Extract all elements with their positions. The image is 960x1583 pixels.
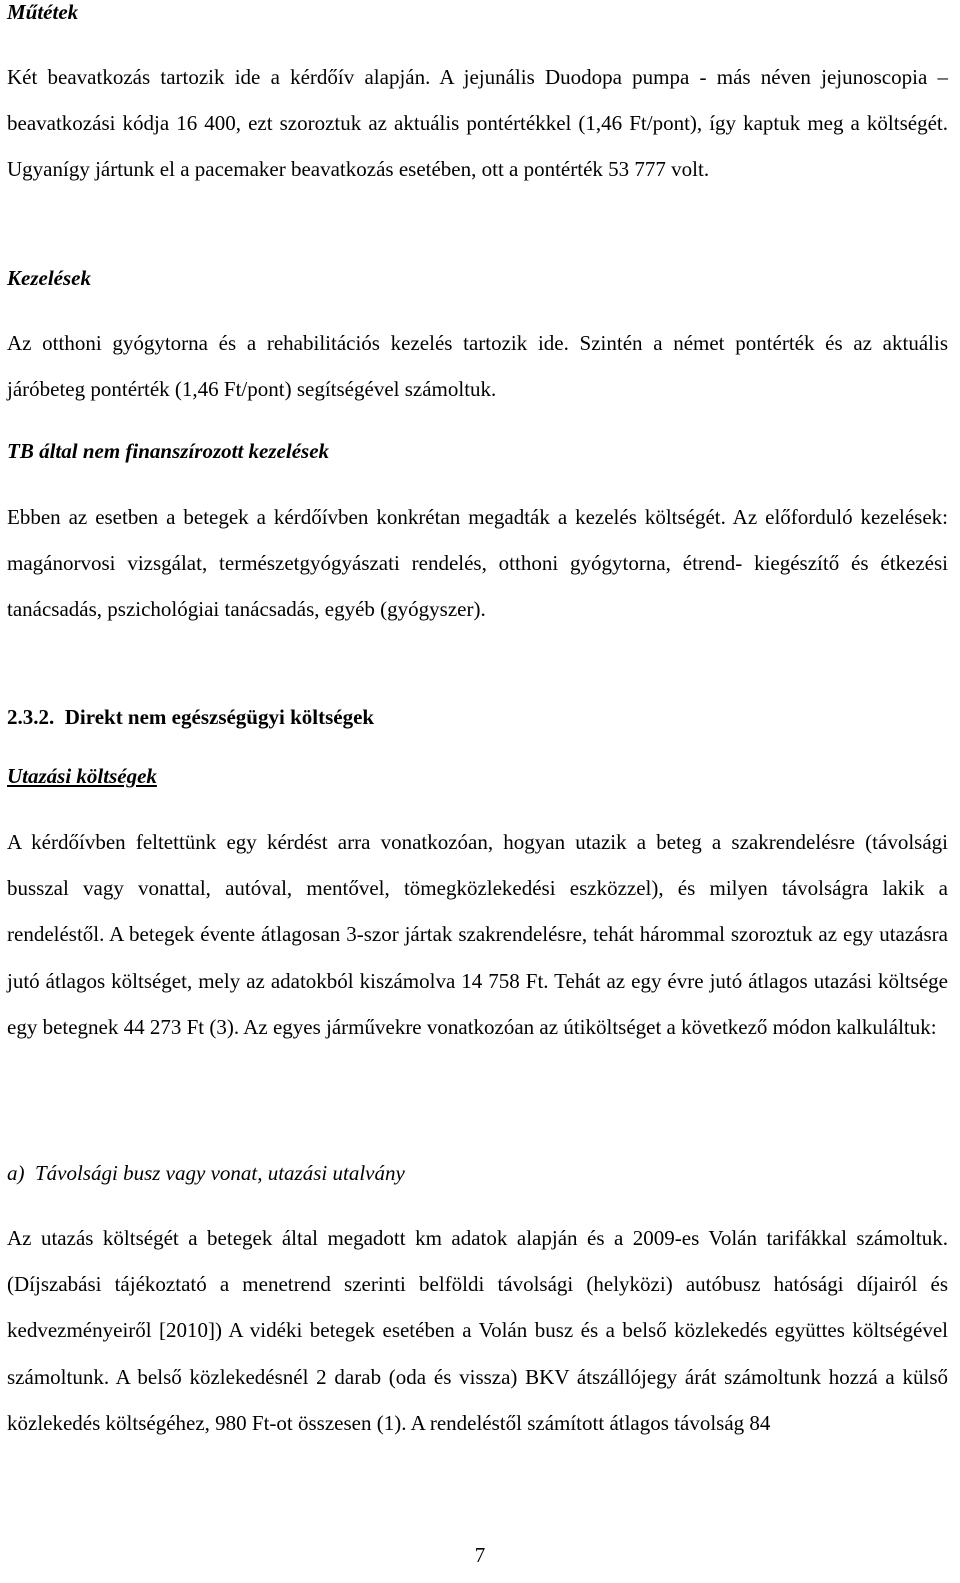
heading-busz: a) Távolsági busz vagy vonat, utazási utalvány <box>7 1161 405 1185</box>
paragraph-utazasi: A kérdőívben feltettünk egy kérdést arra vonatkozóan, hogyan utazik a beteg a szakrendelésre (távolsági busszal vagy vonattal, autóval, mentővel, tömegközlekedési eszközzel), és milyen távolságra lakik a rendeléstől. A betegek évente átlagosan 3-szor jártak szakrendelésre, tehát hárommal szoroztuk az egy utazásra jutó átlagos költséget, mely az adatokból kiszámolva 14 758 Ft. Tehát az egy évre jutó átlagos utazási költsége egy betegnek 44 273 Ft (3). Az egyes járművekre vonatkozóan az útiköltséget a következő módon kalkuláltuk: <box>7 830 948 1039</box>
heading-kezelesek: Kezelések <box>7 266 91 290</box>
section-number: 2.3.2. <box>7 705 55 729</box>
section-heading-direkt <box>7 694 948 740</box>
heading-mutetek: Műtétek <box>7 0 79 24</box>
page-number: 7 <box>474 1543 486 1567</box>
paragraph-kezelesek: Az otthoni gyógytorna és a rehabilitációs kezelés tartozik ide. Szintén a német pontérték és az aktuális járóbeteg pontérték (1,46 Ft/pont) segítségével számoltuk. <box>7 331 948 402</box>
section-title: Direkt nem egészségügyi költségek <box>64 705 375 729</box>
heading-tb-kezelesek: TB által nem finanszírozott kezelések <box>7 439 330 463</box>
paragraph-mutetek: Két beavatkozás tartozik ide a kérdőív alapján. A jejunális Duodopa pumpa - más néven jejunoscopia – beavatkozási kódja 16 400, ezt szoroztuk az aktuális pontértékkel (1,46 Ft/pont), így kaptuk meg a költségét. Ugyanígy jártunk el a pacemaker beavatkozás esetében, ott a pontérték 53 777 volt. <box>7 65 948 182</box>
paragraph-busz: Az utazás költségét a betegek által megadott km adatok alapján és a 2009-es Volán tarifákkal számoltuk. (Díjszabási tájékoztató a menetrend szerinti belföldi távolsági (helyközi) autóbusz hatósági díjairól és kedvezményeiről [2010]) A vidéki betegek esetében a Volán busz és a belső közlekedés együttes költségével számoltunk. A belső közlekedésnél 2 darab (oda és vissza) BKV átszállójegy árát számoltunk hozzá a külső közlekedés költségéhez, 980 Ft-ot összesen (1). A rendeléstől számított átlagos távolság 84 <box>7 1226 948 1435</box>
heading-utazasi: Utazási költségek <box>7 764 157 788</box>
paragraph-tb-kezelesek: Ebben az esetben a betegek a kérdőívben konkrétan megadták a kezelés költségét. Az előforduló kezelések: magánorvosi vizsgálat, természetgyógyászati rendelés, otthoni gyógytorna, étrend- kiegészítő és étkezési tanácsadás, pszichológiai tanácsadás, egyéb (gyógyszer). <box>7 505 948 622</box>
